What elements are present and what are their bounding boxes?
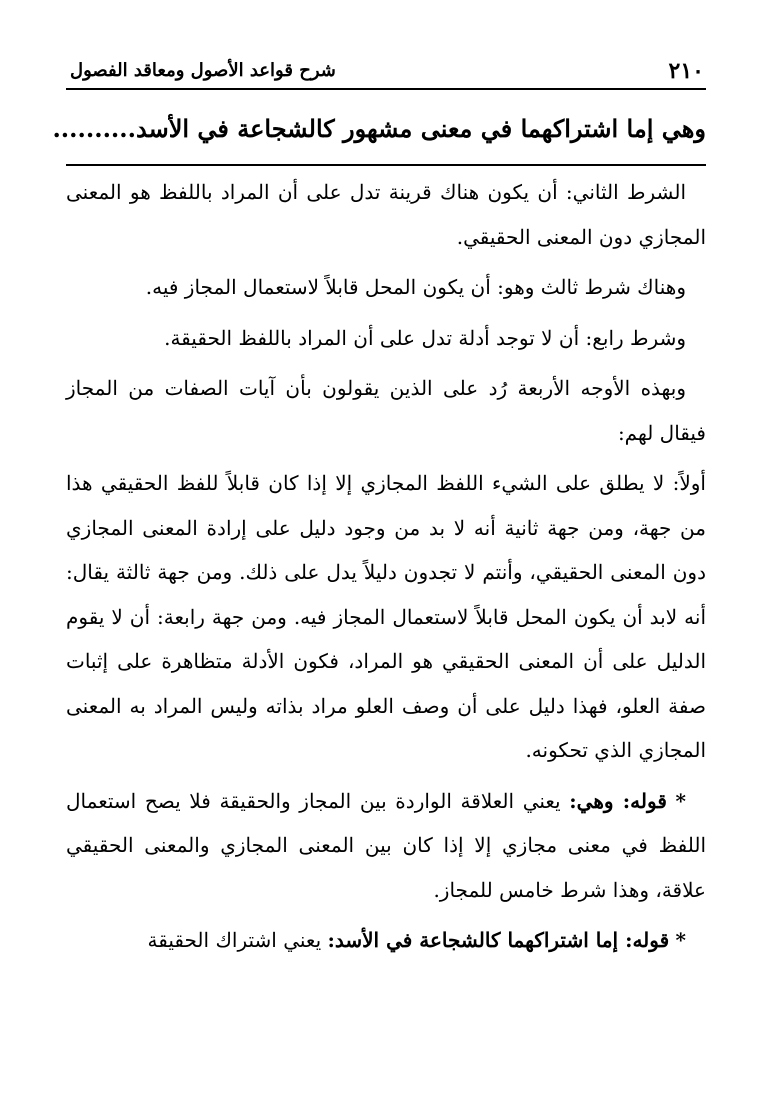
commentary-body — [66, 170, 706, 969]
commentary-text: يعني اشتراك الحقيقة — [147, 928, 322, 952]
page-header — [66, 56, 706, 88]
running-title: شرح قواعد الأصول ومعاقد الفصول — [70, 60, 336, 81]
asterisk-icon: * — [675, 788, 687, 813]
asterisk-icon: * — [675, 928, 686, 952]
header-rule — [66, 88, 706, 90]
paragraph-fourth-condition: وشرط رابع: أن لا توجد أدلة تدل على أن المراد باللفظ الحقيقة. — [164, 325, 686, 350]
paragraph-refutation-intro: وبهذه الأوجه الأربعة رُد على الذين يقولون بأن آيات الصفات من المجاز فيقال لهم: — [66, 376, 706, 445]
paragraph-commentary-2 — [66, 918, 706, 963]
quoted-phrase: قوله: إما اشتراكهما كالشجاعة في الأسد: — [327, 928, 670, 952]
quoted-phrase: قوله: وهي: — [569, 788, 667, 813]
paragraph-first-point: أولاً: لا يطلق على الشيء اللفظ المجازي إلا إذا كان قابلاً للفظ الحقيقي هذا من جهة، ومن جهة ثانية أنه لا بد من وجود دليل على إرادة المعنى المجازي دون المعنى الحقيقي، وأنتم لا تجدون دليلاً يدل على ذلك. ومن جهة ثالثة يقال: أنه لابد أن يكون المحل قابلاً لاستعمال المجاز فيه. ومن جهة رابعة: أن لا يقوم الدليل على أن المعنى الحقيقي هو المراد، فكون الأدلة متظاهرة على إثبات صفة العلو، فهذا دليل على أن وصف العلو مراد بذاته وليس المراد به المعنى المجازي الذي تحكونه. — [66, 471, 707, 762]
matn-line: وهي إما اشتراكهما في معنى مشهور كالشجاعة في الأسد.......... — [52, 114, 706, 143]
page-number: ٢١٠ — [668, 58, 704, 84]
paragraph-third-condition: وهناك شرط ثالث وهو: أن يكون المحل قابلاً لاستعمال المجاز فيه. — [145, 275, 686, 299]
matn-rule — [66, 164, 706, 166]
paragraph-second-condition: الشرط الثاني: أن يكون هناك قرينة تدل على أن المراد باللفظ هو المعنى المجازي دون المعنى الحقيقي. — [66, 180, 706, 249]
paragraph-commentary-1 — [66, 779, 706, 913]
commentary-text: يعني العلاقة الواردة بين المجاز والحقيقة فلا يصح استعمال اللفظ في معنى مجازي إلا إذا كان بين المعنى المجازي والمعنى الحقيقي علاقة، وهذا شرط خامس للمجاز. — [66, 788, 706, 902]
